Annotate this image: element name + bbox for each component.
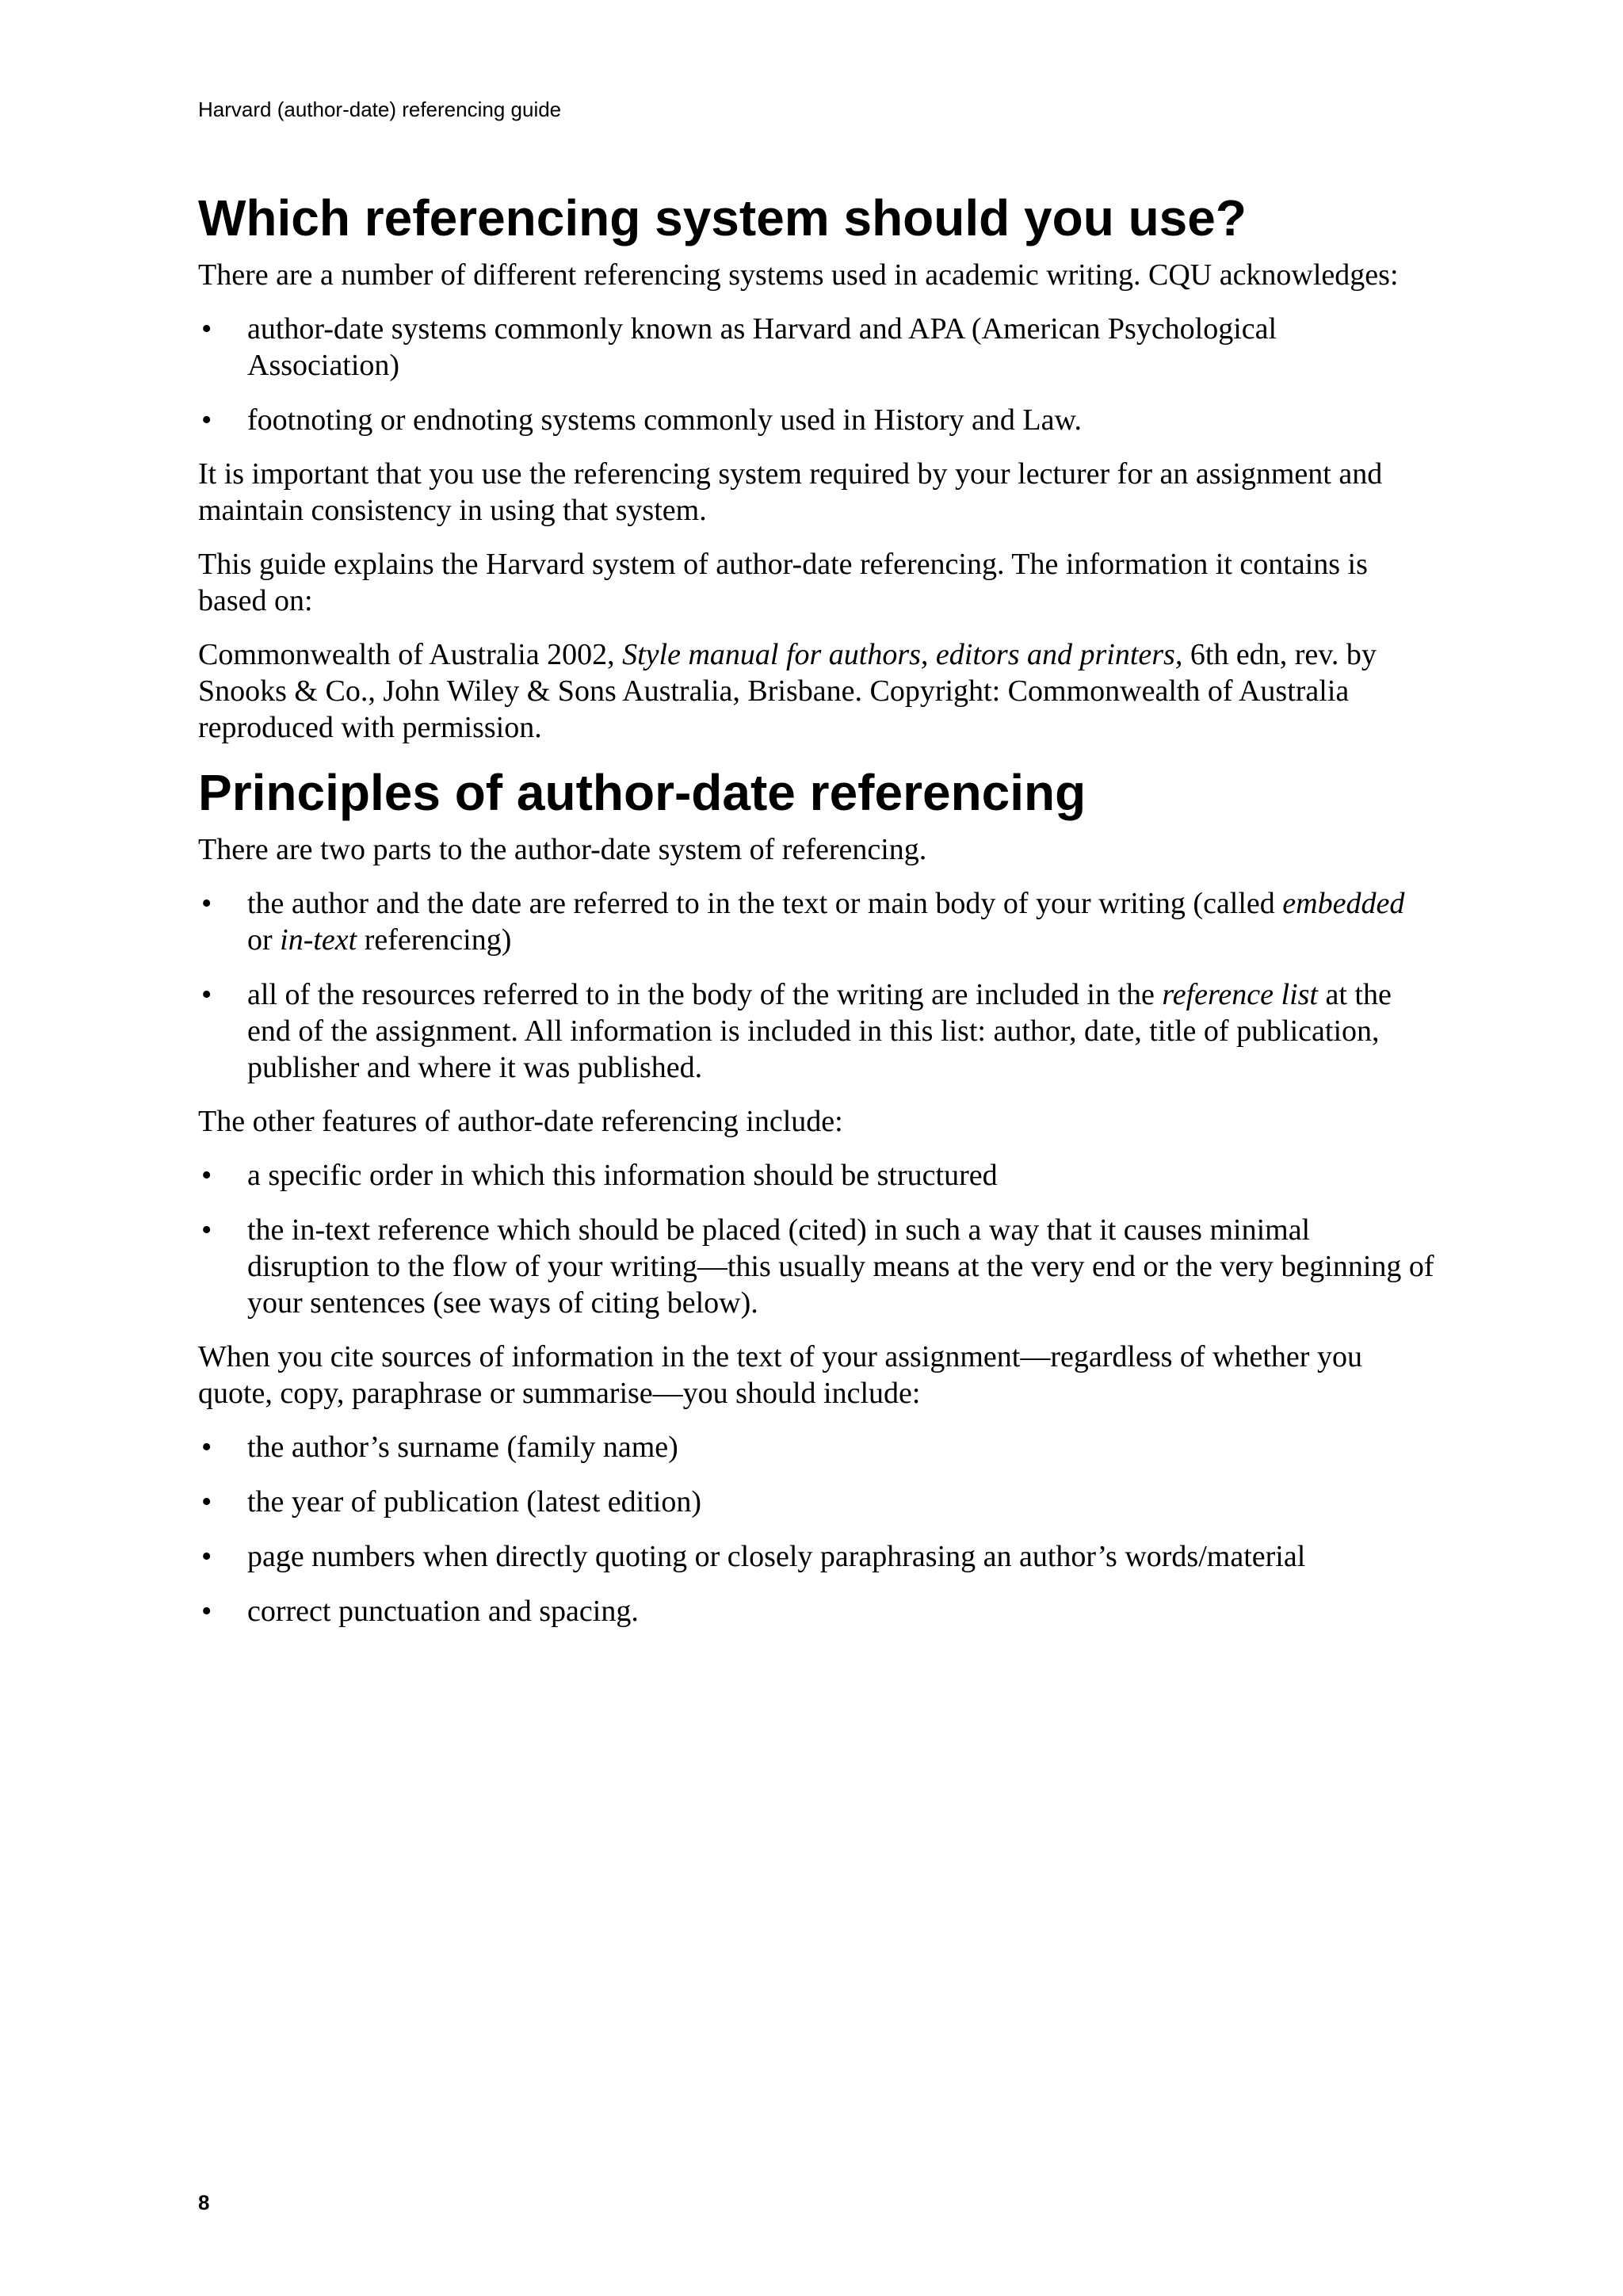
paragraph-two-parts: There are two parts to the author-date system of referencing. [198,833,927,866]
list-item: • footnoting or endnoting systems commonly used in History and Law. [198,402,1434,438]
list-item: • all of the resources referred to in the body of the writing are included in the reference list at the end of the assignment. All information is included in this list: author, date, title of publication, publisher and where it was published. [198,976,1434,1086]
page-content [198,189,1434,1647]
list-item: • page numbers when directly quoting or closely paraphrasing an author’s words/material [198,1538,1434,1575]
citation-author-year: Commonwealth of Australia 2002, [198,638,623,671]
citation-title: Style manual for authors, editors and printers, [622,638,1183,671]
source-citation [198,636,1434,746]
bullet-list-features [198,1157,1434,1321]
citation-details: 6th edn, rev. by Snooks & Co., John Wiley & Sons Australia, Brisbane. Copyright: Commonwealth of Australia reproduced with permission. [198,638,1377,744]
list-item: • author-date systems commonly known as Harvard and APA (American Psychological Association) [198,311,1434,384]
list-item: • the in-text reference which should be placed (cited) in such a way that it causes minimal disruption to the flow of your writing—this usually means at the very end or the very beginning of your sentences (see ways of citing below). [198,1212,1434,1321]
paragraph-guide-basis: This guide explains the Harvard system of author-date referencing. The information it contains is based on: [198,548,1368,617]
paragraph-consistency: It is important that you use the referencing system required by your lecturer for an assignment and maintain consistency in using that system. [198,457,1383,527]
page-number: 8 [198,2191,210,2214]
paragraph-cite-sources: When you cite sources of information in the text of your assignment—regardless of whether you quote, copy, paraphrase or summarise—you should include: [198,1340,1362,1410]
paragraph-intro: There are a number of different referencing systems used in academic writing. CQU acknowledges: [198,258,1399,292]
bullet-list-systems [198,311,1434,438]
list-item: • correct punctuation and spacing. [198,1593,1434,1629]
section-heading-referencing-system: Which referencing system should you use? [198,189,1247,246]
section-heading-principles: Principles of author-date referencing [198,764,1086,821]
bullet-list-cite-items [198,1429,1434,1629]
list-item: • the year of publication (latest edition) [198,1484,1434,1520]
list-item: • a specific order in which this information should be structured [198,1157,1434,1194]
running-header: Harvard (author-date) referencing guide [198,97,562,121]
paragraph-other-features: The other features of author-date referencing include: [198,1105,843,1138]
bullet-list-parts [198,885,1434,1086]
list-item: • the author and the date are referred to in the text or main body of your writing (called embedded or in-text referencing) [198,885,1434,958]
list-item: • the author’s surname (family name) [198,1429,1434,1465]
